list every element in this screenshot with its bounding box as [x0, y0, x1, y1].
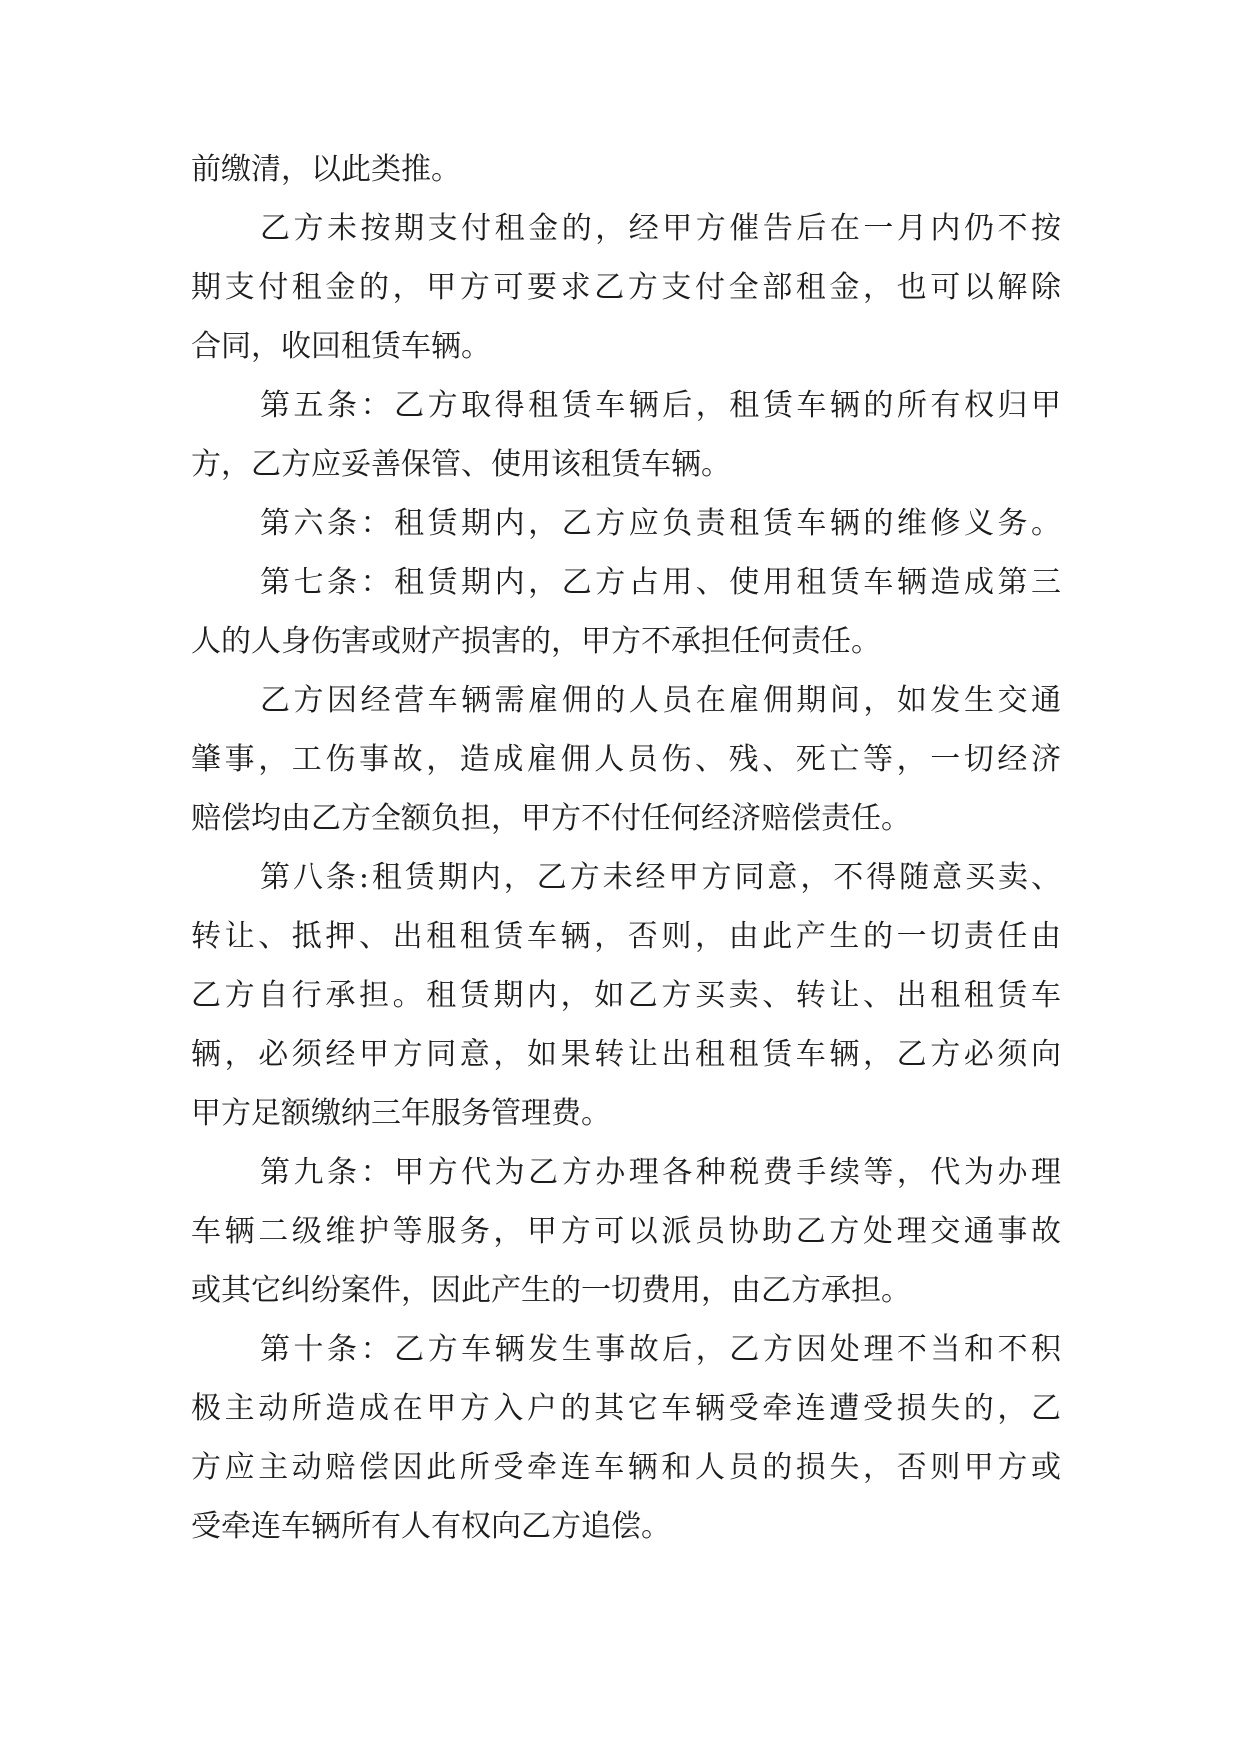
document-body — [191, 152, 1061, 1571]
text-line: 方，乙方应妥善保管、使用该租赁车辆。 — [191, 447, 731, 482]
text-line: 或其它纠纷案件，因此产生的一切费用，由乙方承担。 — [191, 1273, 911, 1308]
text-line: 第六条：租赁期内，乙方应负责租赁车辆的维修义务。 — [260, 506, 1061, 541]
text-line: 乙方因经营车辆需雇佣的人员在雇佣期间，如发生交通 — [260, 683, 1061, 718]
text-line: 期支付租金的，甲方可要求乙方支付全部租金，也可以解除 — [191, 270, 1061, 305]
text-line: 极主动所造成在甲方入户的其它车辆受牵连遭受损失的，乙 — [191, 1391, 1061, 1426]
text-line: 第九条：甲方代为乙方办理各种税费手续等，代为办理 — [260, 1155, 1061, 1190]
text-line: 方应主动赔偿因此所受牵连车辆和人员的损失，否则甲方或 — [191, 1450, 1061, 1485]
text-line: 第五条：乙方取得租赁车辆后，租赁车辆的所有权归甲 — [260, 388, 1061, 423]
text-line: 人的人身伤害或财产损害的，甲方不承担任何责任。 — [191, 624, 881, 659]
text-line: 乙方自行承担。租赁期内，如乙方买卖、转让、出租租赁车 — [191, 978, 1061, 1013]
text-line: 前缴清，以此类推。 — [191, 152, 461, 187]
text-line: 车辆二级维护等服务，甲方可以派员协助乙方处理交通事故 — [191, 1214, 1061, 1249]
text-line: 受牵连车辆所有人有权向乙方追偿。 — [191, 1509, 671, 1544]
text-line: 乙方未按期支付租金的，经甲方催告后在一月内仍不按 — [260, 211, 1061, 246]
text-line: 甲方足额缴纳三年服务管理费。 — [191, 1096, 611, 1131]
text-line: 第十条：乙方车辆发生事故后，乙方因处理不当和不积 — [260, 1332, 1061, 1367]
text-line: 合同，收回租赁车辆。 — [191, 329, 491, 364]
text-line: 转让、抵押、出租租赁车辆，否则，由此产生的一切责任由 — [191, 919, 1061, 954]
text-line: 肇事，工伤事故，造成雇佣人员伤、残、死亡等，一切经济 — [191, 742, 1061, 777]
text-line: 第七条：租赁期内，乙方占用、使用租赁车辆造成第三 — [260, 565, 1061, 600]
text-line: 第八条:租赁期内，乙方未经甲方同意，不得随意买卖、 — [260, 860, 1061, 895]
text-line: 辆，必须经甲方同意，如果转让出租租赁车辆，乙方必须向 — [191, 1037, 1061, 1072]
text-line: 赔偿均由乙方全额负担，甲方不付任何经济赔偿责任。 — [191, 801, 911, 836]
